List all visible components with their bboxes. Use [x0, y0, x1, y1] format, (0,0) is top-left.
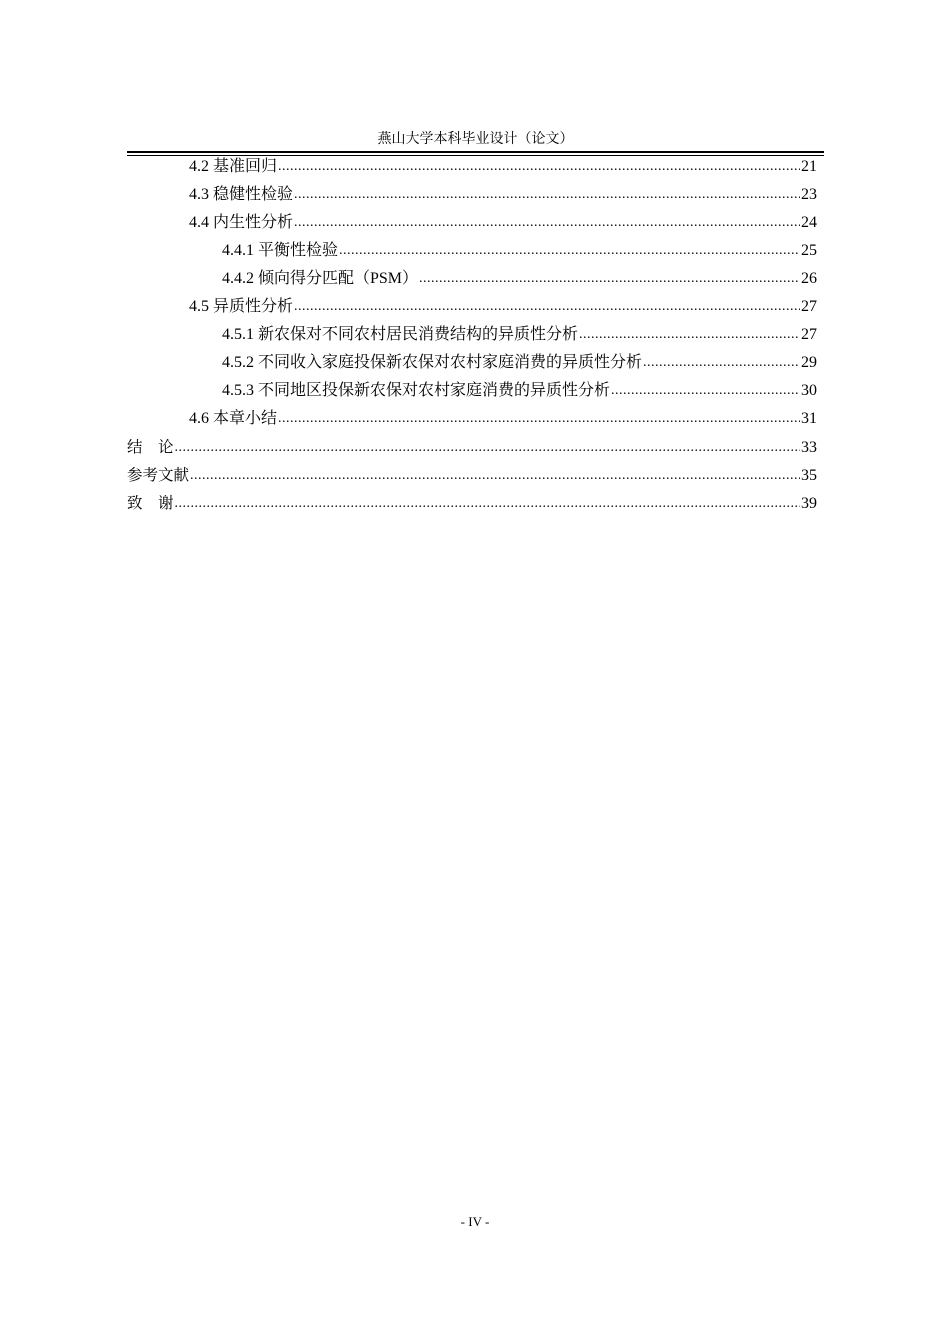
toc-entry-page: 31: [801, 410, 817, 427]
toc-entry[interactable]: [127, 349, 817, 377]
running-header: 燕山大学本科毕业设计（论文）: [377, 132, 574, 147]
toc-entry[interactable]: [127, 377, 817, 405]
toc-entry-page: 29: [801, 354, 817, 371]
toc-dot-leader: [175, 490, 800, 518]
toc-entry[interactable]: [127, 153, 817, 181]
toc-entry[interactable]: [127, 405, 817, 433]
table-of-contents: [127, 153, 817, 517]
toc-entry[interactable]: [127, 209, 817, 237]
toc-dot-leader: [419, 265, 800, 293]
toc-dot-leader: [175, 434, 800, 462]
toc-entry-page: 27: [801, 298, 817, 315]
toc-dot-leader: [579, 321, 800, 349]
toc-entry[interactable]: [127, 433, 817, 461]
toc-entry-page: 35: [801, 467, 817, 484]
toc-entry[interactable]: [127, 237, 817, 265]
toc-dot-leader: [294, 209, 800, 237]
toc-entry-title: 4.5.1 新农保对不同农村居民消费结构的异质性分析: [222, 326, 579, 343]
toc-dot-leader: [294, 293, 800, 321]
toc-dot-leader: [294, 181, 800, 209]
toc-entry-page: 21: [801, 158, 817, 175]
toc-entry-page: 30: [801, 382, 817, 399]
toc-entry-page: 39: [801, 495, 817, 512]
toc-entry[interactable]: [127, 489, 817, 517]
toc-dot-leader: [190, 462, 800, 490]
toc-entry-title: 4.4 内生性分析: [189, 214, 294, 231]
toc-entry-title: 4.4.2 倾向得分匹配（PSM）: [222, 270, 419, 287]
page-number: - IV -: [460, 1214, 490, 1229]
toc-entry[interactable]: [127, 461, 817, 489]
toc-dot-leader: [643, 349, 800, 377]
toc-entry-title: 参考文献: [127, 466, 190, 484]
toc-dot-leader: [278, 405, 800, 433]
toc-entry-page: 23: [801, 186, 817, 203]
toc-entry-page: 33: [801, 439, 817, 456]
toc-entry[interactable]: [127, 181, 817, 209]
toc-entry[interactable]: [127, 265, 817, 293]
toc-entry-title: 致 谢: [127, 494, 174, 512]
toc-entry-page: 27: [801, 326, 817, 343]
toc-entry-title: 4.5.2 不同收入家庭投保新农保对农村家庭消费的异质性分析: [222, 354, 643, 371]
toc-entry-page: 24: [801, 214, 817, 231]
toc-entry-title: 4.3 稳健性检验: [189, 186, 294, 203]
toc-dot-leader: [611, 377, 800, 405]
toc-entry-title: 4.6 本章小结: [189, 410, 278, 427]
toc-dot-leader: [339, 237, 800, 265]
toc-entry-page: 26: [801, 270, 817, 287]
toc-entry-title: 4.2 基准回归: [189, 158, 278, 175]
toc-entry-title: 4.5.3 不同地区投保新农保对农村家庭消费的异质性分析: [222, 382, 611, 399]
toc-entry[interactable]: [127, 293, 817, 321]
toc-dot-leader: [278, 153, 800, 181]
toc-entry[interactable]: [127, 321, 817, 349]
toc-entry-title: 结 论: [127, 438, 174, 456]
toc-entry-page: 25: [801, 242, 817, 259]
toc-entry-title: 4.4.1 平衡性检验: [222, 242, 339, 259]
toc-entry-title: 4.5 异质性分析: [189, 298, 294, 315]
